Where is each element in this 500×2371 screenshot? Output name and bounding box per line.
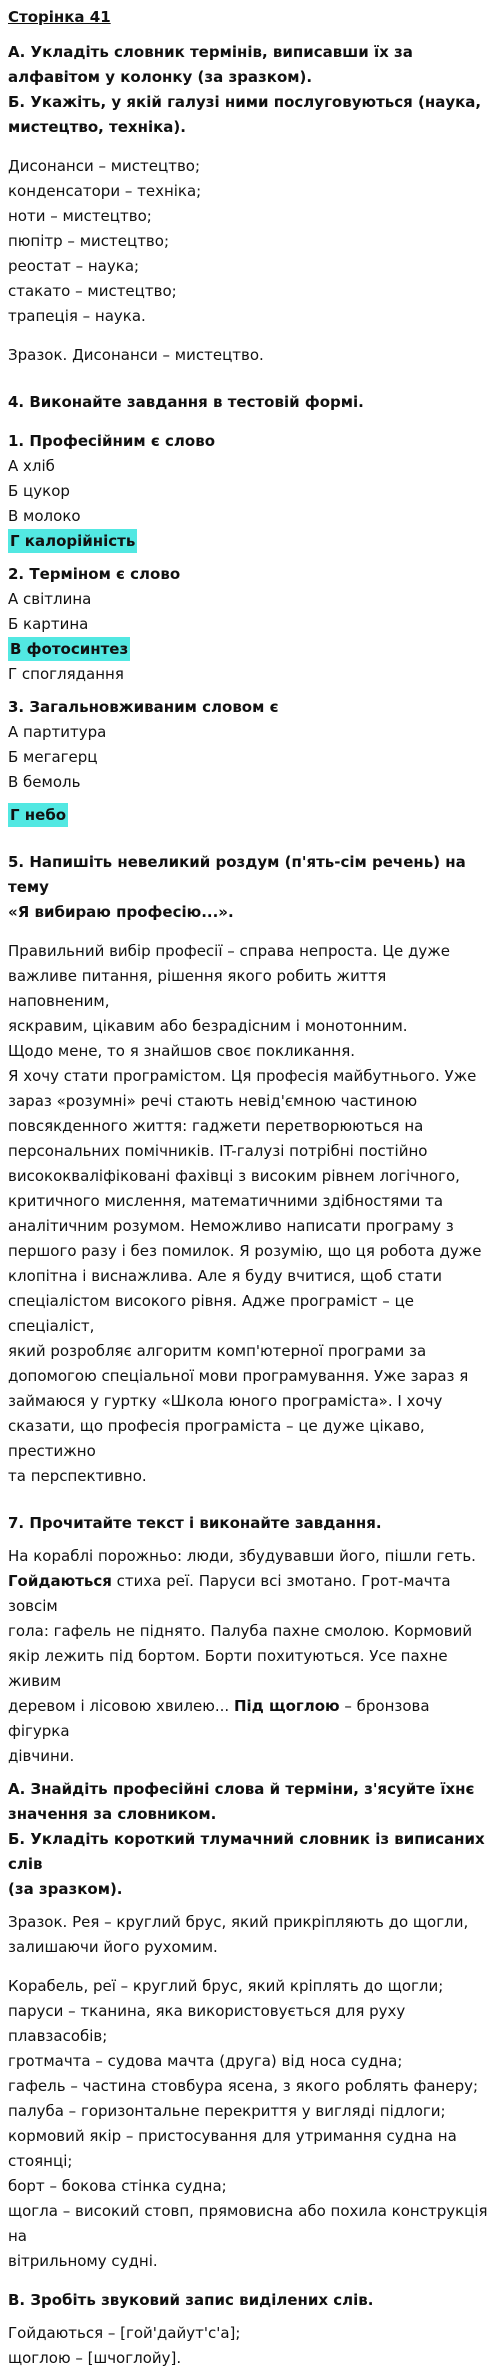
text-fragment: деревом і лісовою хвилею... bbox=[8, 1697, 234, 1715]
option: А світлина bbox=[8, 590, 92, 608]
essay-line: аналітичним розумом. Неможливо написати програму з bbox=[8, 1217, 454, 1235]
essay-line: важливе питання, рішення якого робить життя наповненим, bbox=[8, 967, 387, 1010]
spacer bbox=[8, 368, 492, 390]
text-line: дівчини. bbox=[8, 1747, 75, 1765]
spacer bbox=[8, 1489, 492, 1511]
task7-sub-a-cont: значення за словником. bbox=[8, 1805, 217, 1823]
text-line: На кораблі порожньо: люди, збудувавши його, пішли геть. bbox=[8, 1547, 476, 1565]
spacer bbox=[8, 329, 492, 343]
essay-text bbox=[8, 939, 492, 1489]
test-question-2 bbox=[8, 562, 492, 687]
correct-answer-highlight: Г небо bbox=[8, 803, 68, 827]
essay-line: займаюся у гуртку «Школа юного програміста». І хочу bbox=[8, 1392, 443, 1410]
essay-line: зараз «розумні» речі стають невід'ємною частиною bbox=[8, 1092, 418, 1110]
text-line: якір лежить під бортом. Борти похитуються. Усе пахне живим bbox=[8, 1647, 448, 1690]
task5-topic: «Я вибираю професію...». bbox=[8, 903, 234, 921]
option: Б картина bbox=[8, 615, 89, 633]
essay-line: Щодо мене, то я знайшов своє покликання. bbox=[8, 1042, 356, 1060]
task7-sub-b-cont: (за зразком). bbox=[8, 1880, 123, 1898]
task7-heading: 7. Прочитайте текст і виконайте завдання. bbox=[8, 1514, 382, 1532]
list-item: реостат – наука; bbox=[8, 257, 140, 275]
essay-line: спеціалістом високого рівня. Адже програміст – це спеціаліст, bbox=[8, 1292, 415, 1335]
dictionary-entry: гафель – частина стовбура ясена, з якого роблять фанеру; bbox=[8, 2077, 479, 2095]
spacer bbox=[8, 2313, 492, 2321]
option: Б цукор bbox=[8, 482, 70, 500]
sample-line: Зразок. Дисонанси – мистецтво. bbox=[8, 346, 264, 364]
essay-line: сказати, що професія програміста – це дуже цікаво, престижно bbox=[8, 1417, 425, 1460]
question-title: 2. Терміном є слово bbox=[8, 565, 181, 583]
option: А хліб bbox=[8, 457, 55, 475]
option: Г споглядання bbox=[8, 665, 124, 683]
phonetic-line: Гойдаються – [гой'дайут'с'а]; bbox=[8, 2324, 241, 2342]
essay-line: Я хочу стати програмістом. Ця професія майбутнього. Уже bbox=[8, 1067, 477, 1085]
dictionary-entry: стоянці; bbox=[8, 2152, 73, 2170]
correct-answer-highlight: В фотосинтез bbox=[8, 637, 130, 661]
spacer bbox=[8, 828, 492, 850]
dictionary-entry: паруси – тканина, яка використовується для руху плавзасобів; bbox=[8, 2002, 406, 2045]
essay-line: допомогою спеціальної мови програмування. Уже зараз я bbox=[8, 1367, 469, 1385]
text-line bbox=[8, 1694, 492, 1744]
highlighted-word: Під щоглою bbox=[233, 1697, 340, 1715]
highlighted-word: Гойдаються bbox=[8, 1572, 112, 1590]
essay-line: повсякденного життя: гаджети перетворюються на bbox=[8, 1117, 424, 1135]
essay-line: першого разу і без помилок. Я розумію, що ця робота дуже bbox=[8, 1242, 482, 1260]
task7-sub-c: В. Зробіть звуковий запис виділених слів. bbox=[8, 2291, 374, 2309]
sample-line: залишаючи його рухомим. bbox=[8, 1938, 218, 1956]
reading-text bbox=[8, 1544, 492, 1769]
test-question-1 bbox=[8, 429, 492, 554]
spacer bbox=[8, 795, 492, 803]
option: А партитура bbox=[8, 723, 107, 741]
essay-line: Правильний вибір професії – справа непроста. Це дуже bbox=[8, 942, 451, 960]
option: В молоко bbox=[8, 507, 81, 525]
sample-line: Зразок. Рея – круглий брус, який прикріпляють до щогли, bbox=[8, 1913, 469, 1931]
list-item: ноти – мистецтво; bbox=[8, 207, 152, 225]
task5-heading: 5. Напишіть невеликий роздум (п'ять-сім речень) на тему bbox=[8, 853, 466, 896]
task-a-heading: А. Укладіть словник термінів, виписавши їх за алфавітом у колонку (за зразком). bbox=[8, 43, 413, 86]
list-item: пюпітр – мистецтво; bbox=[8, 232, 170, 250]
dictionary-entry: борт – бокова стінка судна; bbox=[8, 2177, 227, 2195]
text-fragment: – бронзова фігурка bbox=[8, 1697, 430, 1740]
list-item: Дисонанси – мистецтво; bbox=[8, 157, 201, 175]
dictionary-entry: вітрильному судні. bbox=[8, 2252, 158, 2270]
list-item: конденсатори – техніка; bbox=[8, 182, 202, 200]
list-item: трапеція – наука. bbox=[8, 307, 146, 325]
option: Б мегагерц bbox=[8, 748, 98, 766]
dictionary-entry: щогла – високий стовп, прямовисна або похила конструкція на bbox=[8, 2202, 488, 2245]
text-fragment: стиха реї. Паруси всі змотано. Грот-мачта зовсім bbox=[8, 1572, 451, 1615]
spacer bbox=[8, 2274, 492, 2288]
list-item: стакато – мистецтво; bbox=[8, 282, 177, 300]
dictionary-entry: Корабель, реї – круглий брус, який кріплять до щогли; bbox=[8, 1977, 444, 1995]
dictionary-entry: гротмачта – судова мачта (друга) від носа судна; bbox=[8, 2052, 403, 2070]
question-title: 1. Професійним є слово bbox=[8, 432, 216, 450]
essay-line: та перспективно. bbox=[8, 1467, 147, 1485]
essay-line: висококваліфіковані фахівці з високим рівнем логічного, bbox=[8, 1167, 460, 1185]
task7-sub-a: А. Знайдіть професійні слова й терміни, з'ясуйте їхнє bbox=[8, 1780, 475, 1798]
text-line: гола: гафель не піднято. Палуба пахне смолою. Кормовий bbox=[8, 1622, 473, 1640]
spacer bbox=[8, 1769, 492, 1777]
essay-line: критичного мислення, математичними здібностями та bbox=[8, 1192, 444, 1210]
question-title: 3. Загальновживаним словом є bbox=[8, 698, 279, 716]
page-title: Сторінка 41 bbox=[8, 8, 111, 26]
spacer bbox=[8, 415, 492, 429]
essay-line: персональних помічників. IT-галузі потрібні постійно bbox=[8, 1142, 428, 1160]
dictionary-entry: кормовий якір – пристосування для утримання судна на bbox=[8, 2127, 457, 2145]
test-question-3 bbox=[8, 695, 492, 828]
spacer bbox=[8, 1902, 492, 1910]
terms-list bbox=[8, 154, 492, 329]
task-b-heading: Б. Укажіть, у якій галузі ними послуговуються (наука, мистецтво, техніка). bbox=[8, 93, 482, 136]
spacer bbox=[8, 140, 492, 154]
task7-sub-b: Б. Укладіть короткий тлумачний словник із виписаних слів bbox=[8, 1830, 485, 1873]
text-line bbox=[8, 1569, 492, 1619]
spacer bbox=[8, 1536, 492, 1544]
task4-heading: 4. Виконайте завдання в тестовій формі. bbox=[8, 393, 364, 411]
phonetic-line: щоглою – [шчоглойу]. bbox=[8, 2349, 182, 2367]
dictionary-entry: палуба – горизонтальне перекриття у вигляді підлоги; bbox=[8, 2102, 446, 2120]
spacer bbox=[8, 1960, 492, 1974]
spacer bbox=[8, 687, 492, 695]
correct-answer-highlight: Г калорійність bbox=[8, 529, 137, 553]
spacer bbox=[8, 554, 492, 562]
dictionary-list bbox=[8, 1974, 492, 2274]
essay-line: яскравим, цікавим або безрадісним і монотонним. bbox=[8, 1017, 408, 1035]
essay-line: який розробляє алгоритм комп'ютерної програми за bbox=[8, 1342, 427, 1360]
option: В бемоль bbox=[8, 773, 81, 791]
essay-line: клопітна і виснажлива. Але я буду вчитися, щоб стати bbox=[8, 1267, 443, 1285]
spacer bbox=[8, 925, 492, 939]
